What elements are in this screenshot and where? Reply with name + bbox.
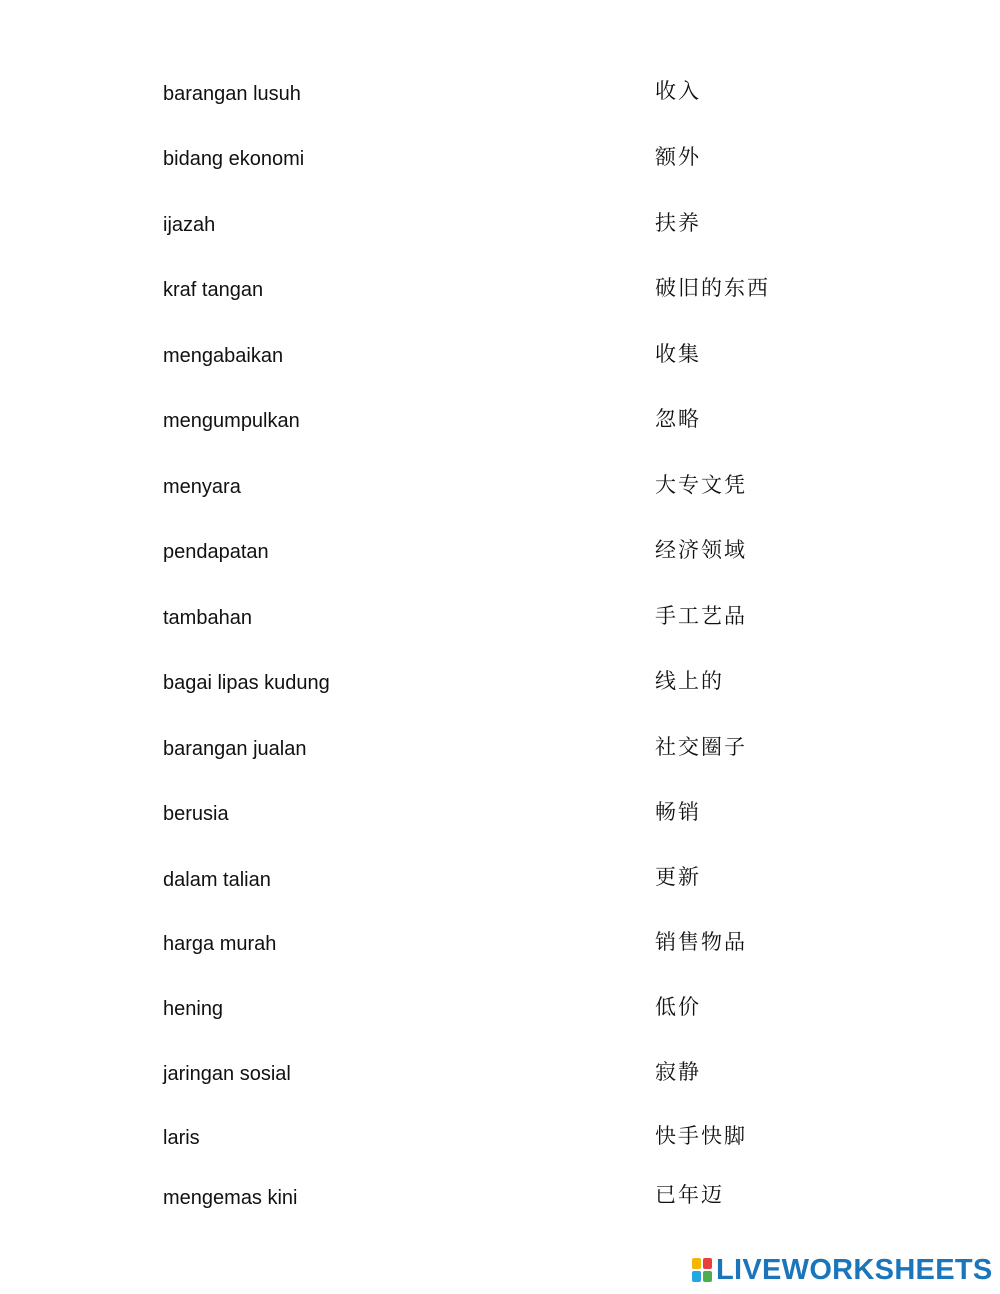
liveworksheets-logo: [692, 1254, 993, 1286]
malay-word[interactable]: pendapatan: [163, 541, 269, 563]
malay-word[interactable]: laris: [163, 1127, 200, 1149]
malay-word[interactable]: ijazah: [163, 214, 216, 236]
malay-word[interactable]: bidang ekonomi: [163, 148, 305, 170]
chinese-word[interactable]: 收集: [655, 342, 701, 366]
chinese-word[interactable]: 已年迈: [655, 1183, 724, 1207]
malay-word[interactable]: mengemas kini: [163, 1187, 298, 1209]
chinese-word[interactable]: 线上的: [655, 669, 724, 693]
malay-word[interactable]: tambahan: [163, 607, 252, 629]
malay-word[interactable]: barangan jualan: [163, 738, 307, 760]
malay-word[interactable]: dalam talian: [163, 869, 271, 891]
chinese-word[interactable]: 更新: [655, 865, 701, 889]
logo-text: LIVEWORKSHEETS: [716, 1254, 993, 1286]
chinese-word[interactable]: 寂静: [655, 1060, 701, 1084]
chinese-word[interactable]: 手工艺品: [655, 604, 747, 628]
chinese-word[interactable]: 销售物品: [655, 930, 747, 954]
chinese-word[interactable]: 额外: [655, 145, 701, 169]
malay-word[interactable]: berusia: [163, 803, 229, 825]
chinese-word[interactable]: 收入: [655, 79, 701, 103]
malay-word[interactable]: jaringan sosial: [163, 1063, 291, 1085]
malay-word[interactable]: bagai lipas kudung: [163, 672, 330, 694]
malay-word[interactable]: kraf tangan: [163, 279, 264, 301]
chinese-word[interactable]: 扶养: [655, 211, 701, 235]
malay-word[interactable]: hening: [163, 998, 224, 1020]
chinese-word[interactable]: 忽略: [655, 407, 701, 431]
chinese-word[interactable]: 快手快脚: [655, 1124, 747, 1148]
chinese-word[interactable]: 社交圈子: [655, 735, 747, 759]
chinese-word[interactable]: 畅销: [655, 800, 701, 824]
liveworksheets-logo-icon: [692, 1258, 712, 1282]
chinese-word[interactable]: 低价: [655, 995, 701, 1019]
malay-word[interactable]: mengabaikan: [163, 345, 284, 367]
malay-word[interactable]: menyara: [163, 476, 241, 498]
chinese-word[interactable]: 破旧的东西: [655, 276, 770, 300]
chinese-word[interactable]: 经济领域: [655, 538, 747, 562]
malay-word[interactable]: barangan lusuh: [163, 83, 301, 105]
malay-word[interactable]: mengumpulkan: [163, 410, 300, 432]
malay-word[interactable]: harga murah: [163, 933, 277, 955]
chinese-word[interactable]: 大专文凭: [655, 473, 747, 497]
